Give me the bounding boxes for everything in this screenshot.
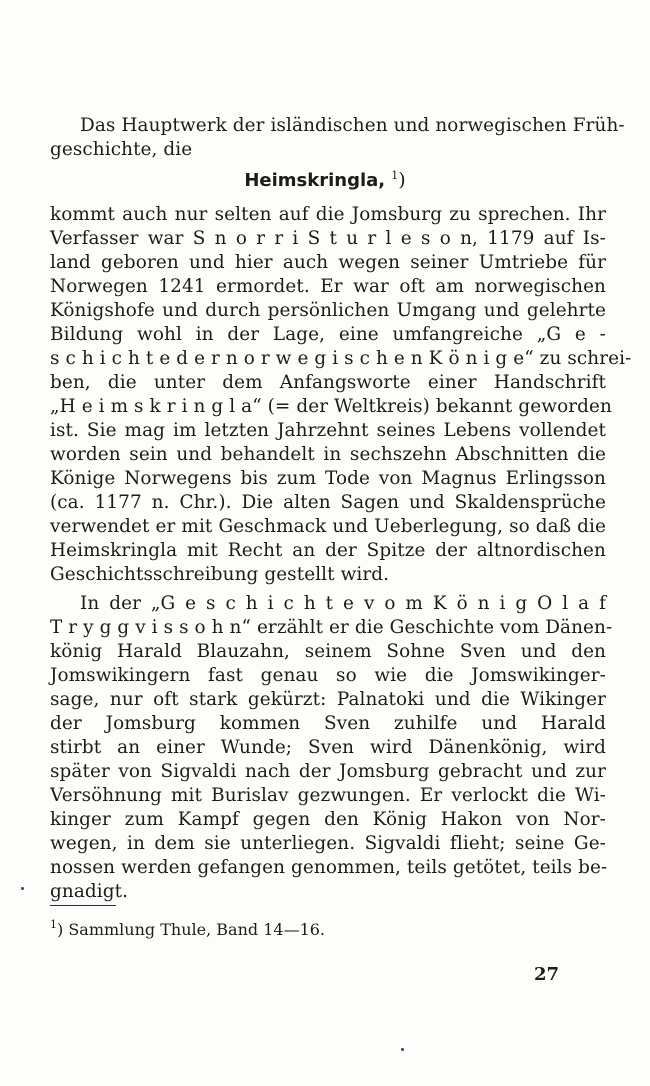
intro-line-1: Das Hauptwerk der isländischen und norwegischen Früh- — [80, 115, 625, 136]
paragraph-1-line-4: Norwegen 1241 ermordet. Er war oft am norwegischen — [50, 276, 606, 297]
footnote-rule — [50, 905, 116, 906]
paragraph-1-line-9: „H e i m s k r i n g l a“ (= der Weltkreis) bekannt geworden — [50, 396, 612, 417]
paragraph-2-line-6: der Jomsburg kommen Sven zuhilfe und Harald — [50, 713, 606, 734]
paragraph-2-line-5: sage, nur oft stark gekürzt: Palnatoki und die Wikinger — [50, 689, 606, 710]
paragraph-1-line-3: land geboren und hier auch wegen seiner Umtriebe für — [50, 252, 606, 273]
paragraph-1-line-2: Verfasser war S n o r r i S t u r l e s o n, 1179 auf Is- — [50, 228, 606, 249]
paragraph-1-line-7: s c h i c h t e d e r n o r w e g i s c h e n K ö n i g e“ zu schrei- — [50, 348, 632, 369]
heading-footnote-closing: ) — [398, 169, 406, 191]
paragraph-1-line-6: Bildung wohl in der Lage, eine umfangreiche „G e - — [50, 324, 606, 345]
paragraph-1-line-10: ist. Sie mag im letzten Jahrzehnt seines Lebens vollendet — [50, 420, 606, 441]
scan-speck — [21, 887, 24, 890]
heading-title: Heimskringla, — [244, 170, 386, 191]
paragraph-2-line-7: stirbt an einer Wunde; Sven wird Dänenkönig, wird — [50, 737, 606, 758]
paragraph-2-line-11: wegen, in dem sie unterliegen. Sigvaldi flieht; seine Ge- — [50, 833, 606, 854]
paragraph-2-line-10: kinger zum Kampf gegen den König Hakon von Nor- — [50, 809, 606, 830]
paragraph-2-line-9: Versöhnung mit Burislav gezwungen. Er verlockt die Wi- — [50, 785, 606, 806]
heading-footnote-marker: 1 — [391, 169, 399, 182]
paragraph-1-line-11: worden sein und behandelt in sechszehn Abschnitten die — [50, 444, 606, 465]
paragraph-2-line-8: später von Sigvaldi nach der Jomsburg gebracht und zur — [50, 761, 606, 782]
paragraph-1-line-13: (ca. 1177 n. Chr.). Die alten Sagen und Skaldensprüche — [50, 492, 606, 513]
paragraph-2-line-3: könig Harald Blauzahn, seinem Sohne Sven und den — [50, 641, 606, 662]
paragraph-2-line-12: nossen werden gefangen genommen, teils getötet, teils be- — [50, 857, 608, 878]
paragraph-1-line-14: verwendet er mit Geschmack und Ueberlegung, so daß die — [50, 516, 606, 537]
paragraph-2-line-1: In der „G e s c h i c h t e v o m K ö n i g O l a f — [80, 593, 606, 614]
paragraph-1-line-1: kommt auch nur selten auf die Jomsburg zu sprechen. Ihr — [50, 204, 606, 225]
paragraph-1-line-15: Heimskringla mit Recht an der Spitze der altnordischen — [50, 540, 606, 561]
scan-speck — [401, 1048, 404, 1051]
paragraph-2-line-4: Jomswikingern fast genau so wie die Jomswikinger- — [50, 665, 606, 686]
paragraph-2-line-13: gnadigt. — [50, 881, 129, 902]
paragraph-1-line-5: Königshofe und durch persönlichen Umgang und gelehrte — [50, 300, 606, 321]
section-heading — [0, 168, 650, 193]
footnote-text: Sammlung Thule, Band 14—16. — [63, 920, 326, 939]
intro-line-2: geschichte, die — [50, 139, 193, 160]
page-number: 27 — [534, 964, 560, 985]
paragraph-2-line-2: T r y g g v i s s o h n“ erzählt er die Geschichte vom Dänen- — [50, 617, 613, 638]
footnote-closing: ) — [57, 920, 64, 939]
paragraph-1-line-16: Geschichtsschreibung gestellt wird. — [50, 564, 390, 585]
paragraph-1-line-8: ben, die unter dem Anfangsworte einer Handschrift — [50, 372, 606, 393]
footnote-marker: 1 — [50, 918, 57, 931]
footnote — [50, 919, 325, 941]
paragraph-1-line-12: Könige Norwegens bis zum Tode von Magnus Erlingsson — [50, 468, 606, 489]
